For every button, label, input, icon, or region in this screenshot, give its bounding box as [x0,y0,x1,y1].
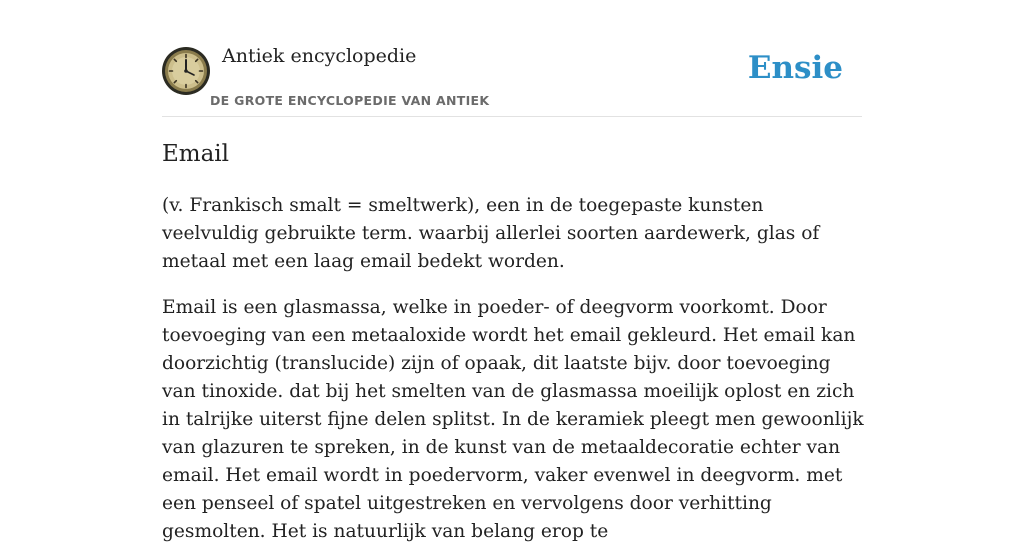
article-paragraph-1: (v. Frankisch smalt = smeltwerk), een in de toegepaste kunsten veelvuldig gebruikte term. waarbij allerlei soorten aardewerk, glas of metaal met een laag email bedekt worden. [162,195,820,272]
clock-icon[interactable] [162,47,210,95]
site-title[interactable]: Antiek encyclopedie [222,45,417,67]
article-paragraph-2: Email is een glasmassa, welke in poeder- of deegvorm voorkomt. Door toevoeging van een metaaloxide wordt het email gekleurd. Het email kan doorzichtig (translucide) zijn of opaak, dit laatste bijv. door toevoeging van tinoxide. dat bij het smelten van de glasmassa moeilijk oplost en zich in talrijke uiterst fijne delen splitst. In de keramiek pleegt men gewoonlijk van glazuren te spreken, in de kunst van de metaaldecoratie echter van email. Het email wordt in poedervorm, vaker evenwel in deegvorm. met een penseel of spatel uitgestreken en vervolgens door verhitting gesmolten. Het is natuurlijk van belang erop te [162,297,864,542]
site-subtitle: DE GROTE ENCYCLOPEDIE VAN ANTIEK [210,93,490,108]
ensie-logo-link[interactable]: Ensie [747,50,843,86]
article-title: Email [162,141,230,167]
article [162,138,864,546]
site-header [162,0,862,117]
